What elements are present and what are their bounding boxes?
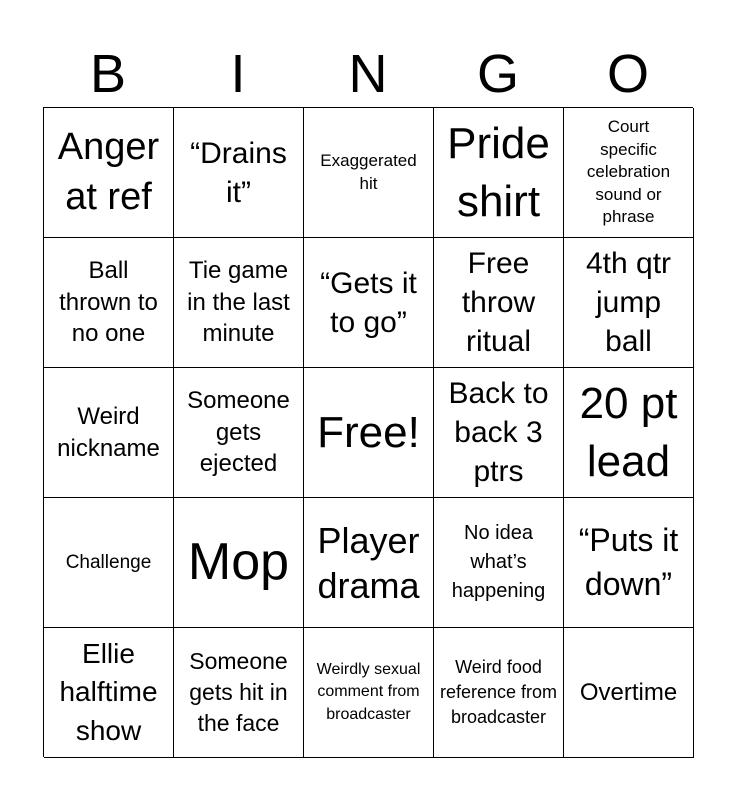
bingo-cell[interactable] <box>44 238 174 368</box>
bingo-cell[interactable] <box>174 368 304 498</box>
header-letter-g: G <box>476 44 519 104</box>
cell-text: Pride shirt <box>447 119 550 226</box>
bingo-header <box>43 40 693 108</box>
bingo-cell[interactable] <box>304 368 434 498</box>
header-letter-o: O <box>606 44 649 104</box>
cell-text: “Drains it” <box>190 136 287 209</box>
bingo-cell[interactable] <box>434 108 564 238</box>
cell-text: Weirdly sexual comment from broadcaster <box>316 660 421 723</box>
cell-text: Ball thrown to no one <box>59 256 158 348</box>
bingo-cell[interactable] <box>44 368 174 498</box>
free-space-text: Free! <box>317 407 420 457</box>
bingo-cell[interactable] <box>564 628 694 758</box>
bingo-cell[interactable] <box>304 238 434 368</box>
cell-text: 20 pt lead <box>579 379 678 486</box>
header-letter-i: I <box>230 44 246 104</box>
bingo-cell[interactable] <box>564 498 694 628</box>
cell-text: No idea what’s happening <box>451 522 546 602</box>
cell-text: Tie game in the last minute <box>187 256 290 348</box>
bingo-cell[interactable] <box>44 628 174 758</box>
bingo-cell[interactable] <box>564 108 694 238</box>
cell-text: Back to back 3 ptrs <box>448 377 549 488</box>
cell-text: Mop <box>187 532 290 591</box>
cell-text: Player drama <box>317 519 420 606</box>
bingo-cell[interactable] <box>174 108 304 238</box>
bingo-cell[interactable] <box>174 498 304 628</box>
bingo-cell[interactable] <box>174 628 304 758</box>
bingo-cell[interactable] <box>304 108 434 238</box>
cell-text: Exaggerated hit <box>320 151 417 193</box>
bingo-cell[interactable] <box>564 238 694 368</box>
cell-text: “Gets it to go” <box>320 266 417 339</box>
header-letter-b: B <box>89 44 127 104</box>
cell-text: Challenge <box>65 551 152 573</box>
cell-text: Someone gets hit in the face <box>189 647 288 737</box>
cell-text: Anger at ref <box>57 126 160 218</box>
bingo-cell[interactable] <box>564 368 694 498</box>
bingo-cell[interactable] <box>44 498 174 628</box>
bingo-cell[interactable] <box>434 498 564 628</box>
cell-text: Someone gets ejected <box>187 386 290 478</box>
bingo-cell[interactable] <box>44 108 174 238</box>
bingo-cell[interactable] <box>304 628 434 758</box>
bingo-cell[interactable] <box>174 238 304 368</box>
cell-text: Weird food reference from broadcaster <box>439 656 558 728</box>
cell-text: Overtime <box>579 678 678 706</box>
bingo-cell[interactable] <box>434 238 564 368</box>
bingo-cell[interactable] <box>434 628 564 758</box>
cell-text: Ellie halftime show <box>59 637 158 746</box>
bingo-cell[interactable] <box>434 368 564 498</box>
cell-text: Weird nickname <box>57 402 160 462</box>
bingo-cell[interactable] <box>304 498 434 628</box>
cell-text: Free throw ritual <box>461 247 536 358</box>
cell-text: 4th qtr jump ball <box>585 247 672 358</box>
bingo-board <box>43 107 693 757</box>
cell-text: Court specific celebration sound or phrase <box>586 116 671 227</box>
header-letter-n: N <box>348 44 388 104</box>
cell-text: “Puts it down” <box>578 522 679 602</box>
